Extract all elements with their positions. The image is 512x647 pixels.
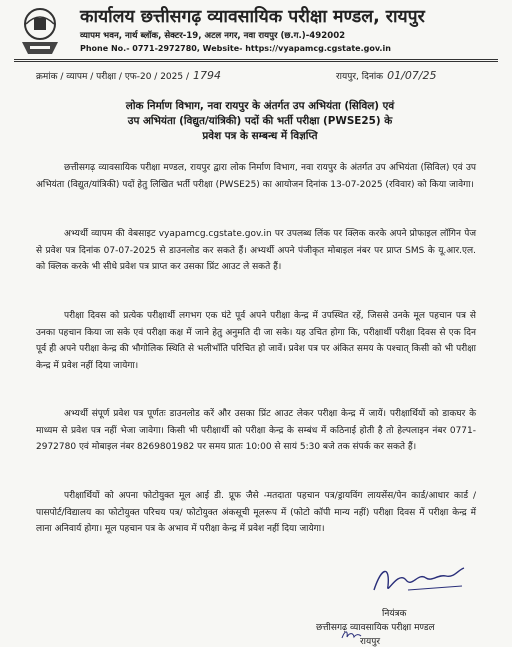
reference-number: 1794: [193, 69, 221, 82]
header-divider-2: [14, 61, 498, 62]
signatory-title: नियंत्रक: [382, 609, 407, 619]
date-line: [336, 69, 437, 82]
reference-line: [36, 69, 221, 82]
reference-label: क्रमांक / व्यापम / परीक्षा / एफ-20 / 2025 /: [36, 72, 189, 82]
subject-line: उप अभियंता (विद्युत/यांत्रिकी) पदों की भर्ती परीक्षा (PWSE25) के: [127, 115, 393, 127]
paragraph-download: अभ्यर्थी व्यापम की वेबसाइट vyapamcg.cgstate.gov.in पर उपलब्ध लिंक पर क्लिक करके अपने प्रोफाइल लॉगिन पेज से प्रवेश पत्र दिनांक 07-07-2025 से डाउनलोड कर सकते हैं। अभ्यर्थी अपने पंजीकृत मोबाइल नंबर पर प्राप्त SMS के यू.आर.एल. को क्लिक करके भी सीधे प्रवेश पत्र प्राप्त कर उसका प्रिंट आउट ले सकते हैं।: [36, 229, 476, 272]
subject-line: प्रवेश पत्र के सम्बन्ध में विज्ञप्ति: [202, 130, 318, 142]
date-label: रायपुर, दिनांक: [336, 72, 384, 82]
date-value: 01/07/25: [387, 69, 437, 82]
office-title: कार्यालय छत्तीसगढ़ व्यावसायिक परीक्षा मण्डल, रायपुर: [80, 7, 425, 27]
paragraph-exam-date: छत्तीसगढ़ व्यावसायिक परीक्षा मण्डल, रायपुर द्वारा लोक निर्माण विभाग, नवा रायपुर के अंतर्गत उप अभियंता (सिविल) एवं उप अभियंता (विद्युत/यांत्रिकी) पदों हेतु लिखित भर्ती परीक्षा (PWSE25) का आयोजन दिनांक 13-07-2025 (रविवार) को किया जावेगा।: [36, 163, 476, 190]
controller-signature: [368, 560, 468, 600]
initials-mark: [340, 628, 362, 642]
vyapam-logo-icon: [16, 6, 64, 58]
office-address: व्यापम भवन, नार्थ ब्लॉक, सेक्टर-19, अटल नगर, नवा रायपुर (छ.ग.)-492002: [80, 31, 346, 41]
paragraph-helpline: अभ्यर्थी संपूर्ण प्रवेश पत्र पूर्णतः डाउनलोड करें और उसका प्रिंट आउट लेकर परीक्षा केन्द्र में जायें। परीक्षार्थियों को डाकघर के माध्यम से प्रवेश पत्र नहीं भेजा जावेगा। किसी भी परीक्षार्थी को परीक्षा केन्द्र के सम्बंध में कठिनाई होती है तो हेल्पलाइन नंबर 0771-2972780 एवं मोबाइल नंबर 8269801982 पर समय प्रातः 10:00 से सायं 5:30 बजे तक संपर्क कर सकते हैं।: [36, 409, 476, 452]
paragraph-reporting: परीक्षा दिवस को प्रत्येक परीक्षार्थी लगभग एक घंटे पूर्व अपने परीक्षा केन्द्र में उपस्थित रहें, जिससे उनके मूल पहचान पत्र से उनका पहचान किया जा सके एवं परीक्षा कक्ष में जाने हेतु अनुमति दी जा सके। यह उचित होगा कि, परीक्षार्थी परीक्षा दिवस से एक दिन पूर्व ही अपने परीक्षा केन्द्र की भौगोलिक स्थिति से भलीभाँति परिचित हो जावें। प्रवेश पत्र पर अंकित समय के पश्चात् किसी को भी परीक्षा केन्द्र में प्रवेश नहीं दिया जायेगा।: [36, 311, 476, 371]
header-divider: [14, 59, 498, 60]
signatory-organization: छत्तीसगढ़ व्यावसायिक परीक्षा मण्डल: [316, 623, 435, 633]
subject-line: लोक निर्माण विभाग, नवा रायपुर के अंतर्गत उप अभियंता (सिविल) एवं: [125, 100, 395, 112]
paragraph-id-proof: परीक्षार्थियों को अपना फोटोयुक्त मूल आई डी. प्रूफ जैसे -मतदाता पहचान पत्र/ड्रायविंग लायसेंस/पेन कार्ड/आधार कार्ड / पासपोर्ट/विद्यालय का फोटोयुक्त परिचय पत्र/ फोटोयुक्त अंकसूची मूलरूप में (फोटो कॉपी मान्य नहीं) परीक्षा दिवस में परीक्षा केन्द्र में लाना अनिवार्य होगा। मूल पहचान पत्र के अभाव में परीक्षा केन्द्र में प्रवेश नहीं दिया जायेगा।: [36, 491, 476, 534]
notice-subject: [60, 99, 460, 144]
signatory-city: रायपुर: [360, 637, 381, 647]
office-contact: Phone No.- 0771-2972780, Website- https://vyapamcg.cgstate.gov.in: [80, 44, 391, 53]
